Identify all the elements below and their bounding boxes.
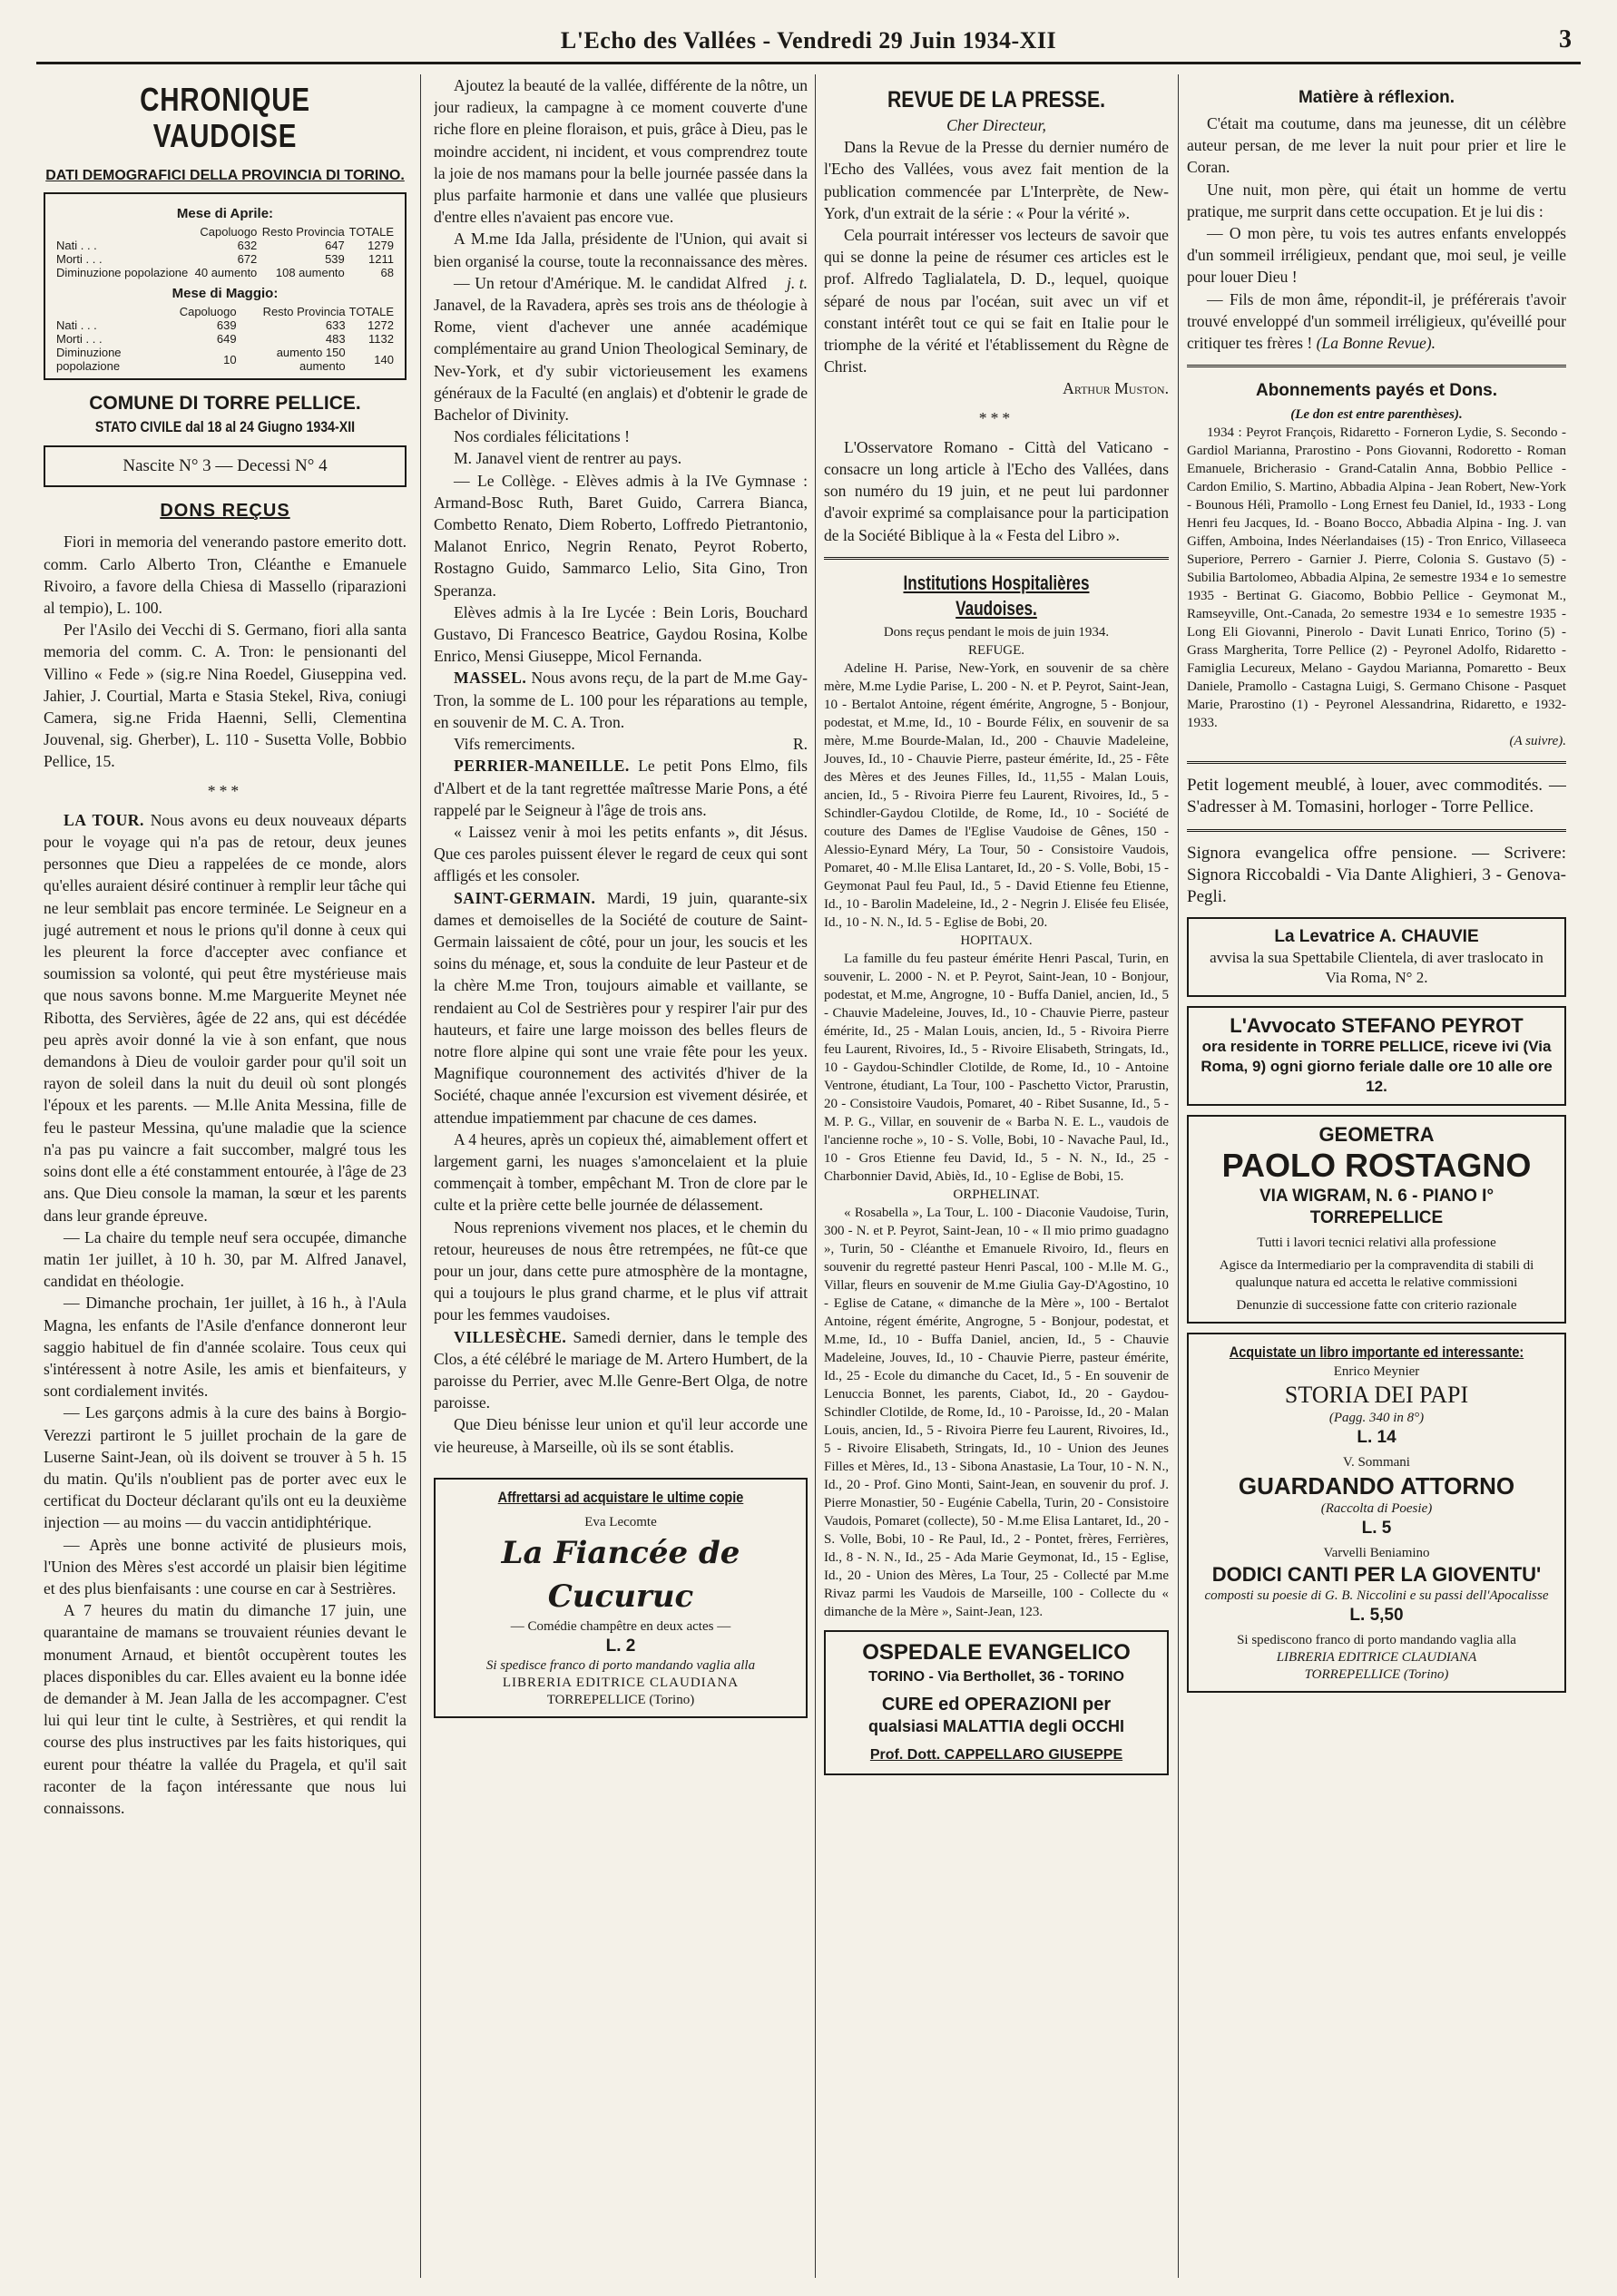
april-table <box>54 225 396 279</box>
paragraph: — La chaire du temple neuf sera occupée, dimanche matin 1er juillet, à 10 h. 30, par M. Alfred Janavel, candidat en théologie. <box>44 1227 407 1291</box>
section-title: HOPITAUX. <box>960 933 1033 948</box>
comune-title: COMUNE DI TORRE PELLICE. <box>89 393 361 415</box>
cell: 1272 <box>368 318 394 333</box>
paragraph: Une nuit, mon père, qui était un homme de vertu pratique, me surprit dans cette occupation. Et je lui dis : <box>1187 180 1566 220</box>
paragraph: — Après une bonne activité de plusieurs mois, l'Union des Mères s'est accordé un plaisir bien légitime et des plus bienfaisants : une course en car à Sestrières. <box>44 1535 407 1597</box>
cell: 539 <box>325 252 345 267</box>
ad-publisher: LIBRERIA EDITRICE CLAUDIANA <box>502 1675 740 1690</box>
logement-ad: Petit logement meublé, à louer, avec commodités. — S'adresser à M. Tomasini, horloger - Torre Pellice. <box>1187 776 1566 817</box>
newspaper-title: L'Echo des Vallées - Vendredi 29 Juin 1934-XII <box>560 27 1057 54</box>
separator-stars: *** <box>978 408 1014 427</box>
cell: aumento 150 aumento <box>276 346 346 374</box>
ad-line: Prof. Dott. CAPPELLARO GIUSEPPE <box>869 1746 1123 1763</box>
paragraph: A 4 heures, après un copieux thé, aimablement offert et largement garni, les nuages s'amoncelaient et la pluie commençait à tomber, empêchant M. Tron de clore par le culte et la prière cette belle journée de délassement. <box>434 1129 808 1215</box>
dons-heading: DONS REÇUS <box>160 501 290 522</box>
cell: 672 <box>237 252 258 267</box>
row-label: Morti . . . <box>56 332 103 347</box>
ad-price: L. 5 <box>1361 1519 1392 1539</box>
ad-line: Denunzie di successione fatte con criterio razionale <box>1236 1298 1517 1314</box>
ad-line: TORREPELLICE <box>1309 1208 1444 1228</box>
ad-subtitle: — Comédie champêtre en deux actes — <box>510 1618 731 1634</box>
section-title: REFUGE. <box>967 642 1025 658</box>
paragraph <box>434 667 808 733</box>
ad-author: Eva Lecomte <box>584 1514 657 1529</box>
paragraph: La famille du feu pasteur émérite Henri Pascal, Turin, en souvenir, L. 2000 - N. et P. Peyrot, Saint-Jean, 10 - Bonjour, podestat, et M.me, Angrogne, 10 - Buffa Daniel, ancien, Id., 5 - Chauvie Madeleine, Jouves, Id., 10 - Chauvie Pierre, pasteur émérite, Id., 25 - Malan Louis, ancien, Id., 5 - Rivoira Pierre feu Laurent, Rivoires, Id., 5 - Rivoire Elisabeth, Stringats, Id., 10 - Gaydou-Schindler Clotilde, de Rome, Id., 10 - Antoine Ventrone, étudiant, La Tour, 100 - Paschetto Victor, Prarustin, 20 - Consistoire Vaudois, Pomaret, 40 - Ribet Susanne, Id., 5 - M. P. G., Villar, en souvenir de « Barba N. E. L., vaudois de l'ancienne roche », 10 - S. Volle, Bobi, 10 - Navache Paul, Id., 10 - Gros Etienne feu David, Id., 5 - N. N., Id., 25 - Charbonnier David, Abiès, Id., 10 - Eglise de Bobi, 15. <box>824 951 1169 1184</box>
ad-price: L. 5,50 <box>1349 1606 1404 1626</box>
ad-price: L. 14 <box>1357 1428 1396 1448</box>
paragraph-text: Nous avons reçu, de la part de M.me Gay-Tron, la somme de L. 100 pour les réparations au temple, en souvenir de M. C. A. Tron. <box>434 669 808 731</box>
stato-civile: STATO CIVILE dal 18 al 24 Giugno 1934-XII <box>94 419 356 436</box>
page-number: 3 <box>1559 25 1572 54</box>
ad-line: VIA WIGRAM, N. 6 - PIANO I° <box>1259 1187 1494 1207</box>
paragraph-text: Mardi, 19 juin, quarante-six dames et demoiselles de la Société de couture de Saint-Germain laissaient de côté, pour un jour, les soucis et les soins du ménage, et, sous la conduite de leur Pasteur et de la chère M.me Tron, toujours aimable et vaillante, se rendaient au Col de Sestrières pour y respirer l'air pur des hauteurs, et faire une large moisson des belles fleurs de notre flore alpine qui sont une vraie fête pour les yeux. Magnifique couronnement des activités d'hiver de la Société, chaque année l'excursion est vivement désirée, et attendue impatiemment par chacune de ces dames. <box>434 888 808 1127</box>
chronique-heading: CHRONIQUE VAUDOISE <box>140 81 310 154</box>
ad-book-title: DODICI CANTI PER LA GIOVENTU' <box>1211 1563 1542 1587</box>
ad-book-sub: composti su poesie di G. B. Niccolini e su passi dell'Apocalisse <box>1204 1588 1549 1604</box>
ad-text: ora residente in TORRE PELLICE, riceve ivi (Via Roma, 9) ogni giorno feriale dalle ore 10 alle ore 12. <box>1200 1038 1553 1096</box>
may-table <box>54 305 396 373</box>
ad-line: PAOLO ROSTAGNO <box>1221 1147 1532 1185</box>
col-header: Capoluogo <box>200 225 258 239</box>
cell: 632 <box>237 239 258 253</box>
paragraph: — Le Collège. - Elèves admis à la IVe Gymnase : Armand-Bosc Ruth, Baret Guido, Carrera Bianca, Combetto Renato, Diem Roberto, Loffredo Pietrantonio, Malanot Enrico, Negrin Renato, Peyrot Roberto, Rostagno Guido, Sammarco Lelio, Sita Gino, Tron Speranza. <box>434 471 808 600</box>
divider <box>824 557 1169 560</box>
ad-book-sub: (Raccolta di Poesie) <box>1320 1501 1433 1517</box>
paragraph <box>434 755 808 821</box>
ad-fiancee <box>434 1478 808 1718</box>
cell: 633 <box>325 318 346 333</box>
ad-line: GEOMETRA <box>1318 1123 1435 1147</box>
row-label: Diminuzione popolazione <box>56 346 122 374</box>
cell: 1211 <box>368 252 394 267</box>
ad-author: V. Sommani <box>1343 1455 1410 1470</box>
ad-place: TORREPELLICE (Torino) <box>546 1692 695 1707</box>
paragraph: Adeline H. Parise, New-York, en souvenir de sa chère mère, M.me Lydie Parise, L. 200 - N. et P. Peyrot, Saint-Jean, 10 - Bertalot Antoine, régent émérite, Angrogne, 5 - Bonjour, podestat, et M.me, Id., 10 - Bourde Félix, en souvenir de sa mère, M.me Bourde-Malan, Id., 200 - Chauvie Madeleine, Jouves, Id., 10 - Chauvie Pierre, pasteur émérite, Id., 25 - Fête des Mères et des Jeunes Filles, Id., 11,55 - Malan Louis, ancien, Id., 5 - Rivoira Pierre feu Laurent, Rivoires, Id., 5 - Schindler-Gaydou Clotilde, de Rome, Id., 10 - Société de couture des Dames de l'Eglise Vaudoise de Gênes, 150 - Alessio-Eynard Méry, La Tour, 50 - Consistoire Vaudois, Pomaret, 40 - M.lle Elisa Lantaret, Id., 20 - S. Volle, Bobi, 15 - Geymonat Paul feu Paul, Id., 5 - David Etienne feu Etienne, Id., 10 - Barolin Madeleine, Id., 2 - Negrin J. Elisée feu Elisée, Id., 10 - N. N., Id. 5 - Eglise de Bobi, 20. <box>824 660 1169 930</box>
ad-book-title: STORIA DEI PAPI <box>1284 1382 1469 1409</box>
ad-book-title: GUARDANDO ATTORNO <box>1238 1472 1515 1500</box>
signature: j. t. <box>787 273 808 292</box>
row-label: Morti . . . <box>56 252 103 267</box>
institutions-heading: Institutions Hospitalières Vaudoises. <box>903 571 1090 620</box>
a-suivre: (A suivre). <box>1509 734 1566 749</box>
paragraph <box>1187 288 1566 355</box>
paragraph <box>44 809 407 1226</box>
paragraph: Elèves admis à la Ire Lycée : Bein Loris, Bouchard Gustavo, Di Francesco Beatrice, Gaydou Rosina, Kolbe Enrico, Mensi Giuseppe, Micol Fernanda. <box>434 602 808 666</box>
lead-massel: MASSEL. <box>454 669 527 688</box>
cell: 68 <box>380 266 394 280</box>
ad-publisher: LIBRERIA EDITRICE CLAUDIANA <box>1276 1650 1477 1666</box>
ad-line: Agisce da Intermediario per la compravendita di stabili di qualunque natura ed accetta le relative commissioni <box>1219 1258 1534 1291</box>
column-4 <box>1187 74 1566 2278</box>
col-header: TOTALE <box>348 305 394 319</box>
paragraph: Per l'Asilo dei Vecchi di S. Germano, fiori alla santa memoria del comm. C. A. Tron: le pensionanti del Villino « Fede » (sig.re Nina Roedel, Giuseppina ved. Jahier, J. Courtial, Marta e Stasia Stekel, Riva, coniugi Camera, sig.ne Frida Haenni, Selli, Clementina Jouvenal, sig. Gherber), L. 110 - Susetta Volle, Bobbio Pellice, 15. <box>44 620 407 771</box>
lead-latour: LA TOUR. <box>64 810 144 829</box>
col-header: TOTALE <box>348 225 394 239</box>
paragraph: Cela pourrait intéresser vos lecteurs de savoir que qui se donne la peine de résumer ces articles est le prof. Alfredo Taglialatela, D. D., lequel, quoique séparé de nous par l'océan, suit avec un vif et constant intérêt tout ce qui se fait en Italie pour le triomphe de la vérité et l'établissement du Règne de Christ. <box>824 226 1169 376</box>
column-rule <box>1178 74 1179 2278</box>
paragraph: — Les garçons admis à la cure des bains à Borgio-Verezzi partiront le 5 juillet prochain de la gare de Luserne Saint-Jean, où ils doivent se trouver à 5 h. 15 du matin. Qu'ils n'oublient pas de porter avec eux le certificat du Docteur déclarant qu'ils ont eu la deuxième injection — au moins — du vaccin antidiphtérique. <box>44 1403 407 1532</box>
ad-line: Affrettarsi ad acquistare le ultime copie <box>497 1488 744 1506</box>
paragraph: — O mon père, tu vois tes autres enfants enveloppés d'un sommeil irréligieux, pendant que, moi seul, je veille pour louer Dieu ! <box>1187 224 1566 287</box>
row-label: Nati . . . <box>56 239 97 253</box>
lead-villeseche: VILLESÈCHE. <box>454 1327 567 1346</box>
abbo-subtitle: (Le don est entre parenthèses). <box>1290 407 1463 423</box>
paragraph: M. Janavel vient de rentrer au pays. <box>454 449 682 468</box>
col-header: Resto Provincia <box>261 225 345 239</box>
col-header: Resto Provincia <box>262 305 346 319</box>
ad-author: Varvelli Beniamino <box>1323 1546 1430 1561</box>
cell: 140 <box>374 352 394 366</box>
revue-heading: REVUE DE LA PRESSE. <box>887 87 1106 112</box>
ad-line: qualsiasi MALATTIA degli OCCHI <box>867 1716 1124 1735</box>
lead-perrier: PERRIER-MANEILLE. <box>454 757 630 776</box>
cell: 483 <box>325 332 346 347</box>
ad-line: OSPEDALE EVANGELICO <box>862 1639 1131 1665</box>
cell: 1132 <box>368 332 394 347</box>
col-header: Capoluogo <box>179 305 237 319</box>
row-label: Nati . . . <box>56 318 97 333</box>
ad-text: avvisa la sua Spettabile Clientela, di aver traslocato in Via Roma, N° 2. <box>1210 949 1544 987</box>
paragraph <box>434 733 808 755</box>
column-2 <box>434 74 808 2278</box>
row-label: Diminuzione popolazione <box>56 266 189 280</box>
ad-note: Si spedisce franco di porto mandando vaglia alla <box>485 1657 756 1673</box>
paragraph-text: — Fils de mon âme, répondit-il, je préférerais t'avoir trouvé enveloppé d'un sommeil irréligieux, qu'éveillé pour critiquer tes frères ! <box>1187 289 1566 353</box>
ad-line: TORINO - Via Berthollet, 36 - TORINO <box>868 1668 1124 1685</box>
ad-line: Acquistate un libro importante ed interessante: <box>1229 1343 1524 1362</box>
cell: 647 <box>325 239 345 253</box>
ad-title: L'Avvocato STEFANO PEYROT <box>1230 1014 1524 1038</box>
ad-title: La Levatrice A. CHAUVIE <box>1274 927 1479 947</box>
nascite-box: Nascite N° 3 — Decessi N° 4 <box>44 445 407 487</box>
signature: R. <box>792 735 808 754</box>
paragraph-text: A M.me Ida Jalla, présidente de l'Union, qui avait si bien organisé la course, toute la reconnaissance des mères. <box>434 230 808 270</box>
ad-avvocato <box>1187 1006 1566 1106</box>
ad-author: Enrico Meynier <box>1333 1364 1420 1380</box>
ad-line: Tutti i lavori tecnici relativi alla professione <box>1257 1236 1496 1251</box>
salutation: Cher Directeur, <box>946 116 1046 134</box>
paragraph: L'Osservatore Romano - Città del Vaticano - consacre un long article à l'Echo des Vallées, dans son numéro du 19 juin, et ne peut lui pardonner d'avoir exprimé sa complaisance pour la participation de la Société Biblique à la « Festa del Libro ». <box>824 437 1169 544</box>
abbonamenti-heading: Abonnements payés et Dons. <box>1255 381 1498 401</box>
ad-libri <box>1187 1333 1566 1693</box>
separator-stars: *** <box>207 781 243 800</box>
paragraph: « Laissez venir à moi les petits enfants », dit Jésus. Que ces paroles puissent élever le regard de ceux qui sont affligés et les consoler. <box>434 822 808 885</box>
paragraph: — Un retour d'Amérique. M. le candidat Alfred Janavel, de la Ravadera, après ses trois ans de théologie à Rome, vient d'achever une année académique complémentaire au grand Union Theological Seminary, de Nev-York, et d'y subir victorieusement les examens généraux de la Faculté (en anglais) et d'obtenir le grade de Bachelor of Divinity. <box>434 273 808 425</box>
source: (La Bonne Revue). <box>1316 334 1436 353</box>
paragraph-text: Nous avons eu deux nouveaux départs pour le voyage qui n'a pas de retour, deux jeunes personnes que Dieu a rappelées de ce monde, alors qu'elles auraient désiré continuer à remplir leur tâche qui ne leur semblait pas encore terminée. Le Seigneur en a jugé autrement et nous le prions qu'il donne à ceux qui les pleurent la force d'accepter avec confiance et soumission sa volonté, qui peut être mystérieuse mais que nous savons bonne. M.me Marguerite Meynet née Ribotta, des Servières, âgée de 22 ans, qui est décédée peu après avoir donné la vie à son enfant, que nous demandons à Dieu de vouloir garder pour qu'il soit un rayon de soleil dans la nuit du deuil où sont plongés l'époux et les parents. — M.lle Anita Messina, fille de feu le pasteur Messina, qu'une maladie que la science n'a pas pu vaincre a fait succomber, malgré tous les soins dont elle a été constamment entourée, à l'âge de 23 ans. Que Dieu console la maman, la sœur et les parents dans leur grande épreuve. <box>44 810 407 1225</box>
demographic-table <box>44 192 407 380</box>
column-3 <box>824 74 1169 2278</box>
ad-levatrice <box>1187 917 1566 997</box>
paragraph-text: Samedi dernier, dans le temple des Clos, a été célébré le mariage de M. Artero Humbert, de la paroisse du Perrier, avec M.lle Genre-Bert Olga, de notre paroisse. <box>434 1327 808 1412</box>
lead-saint-germain: SAINT-GERMAIN. <box>454 888 596 907</box>
cell: 639 <box>216 318 237 333</box>
paragraph: Fiori in memoria del venerando pastore emerito dott. comm. Carlo Alberto Tron, Cléanthe e Emanuele Rivoiro, a favore della Chiesa di Massello (riparazioni al tempio), L. 100. <box>44 532 407 618</box>
cell: 108 aumento <box>275 266 345 280</box>
matiere-heading: Matière à réflexion. <box>1298 88 1455 107</box>
paragraph: Nous reprenions vivement nos places, et le chemin du retour, heureuses de nous être retrempées, ne fût-ce que pour un jour, dans cette pure atmosphère de la montagne, qui a toujours le plus grand charme, et le plus vif attrait pour les femmes vaudoises. <box>434 1217 808 1324</box>
april-title: Mese di Aprile: <box>176 206 274 221</box>
paragraph: Ajoutez la beauté de la vallée, différente de la nôtre, un jour radieux, la campagne à ce moment couverte d'une riche flore en pleine floraison, et puis, grâce à Dieu, pas le moindre accident, ni incident, et vous comprendrez toute la joie de nos mamans pour la belle journée passée dans la plus parfaite harmonie et dans une vallée que plusieurs d'entre elles n'avaient pas encore vue. <box>434 76 808 227</box>
paragraph-text: Le petit Pons Elmo, fils d'Albert et de la tant regrettée maîtresse Marie Pons, a été rappelé par le Seigneur à l'âge de trois ans. <box>434 757 808 819</box>
paragraph: 1934 : Peyrot François, Ridaretto - Forneron Lydie, S. Secondo - Gardiol Marianna, Prarostino - Pons Giovanni, Rodoretto - Roman Emanuele, Bricherasio - Grand-Catalin Anna, Bobbio Pellice - Cardon Emilio, S. Martino, Abbadia Alpina - Jean Robert, New-York - Bounous Hélì, Pramollo - Long Ernest feu Daniel, Id., 1933 - Long Henri feu Jacques, Id. - Boano Bocco, Abbadia Alpina - Ing. J. van Giffen, Amboina, Indes Néerlandaises (15) - Tron Enrico, Villaseeca Superiore, Perrero - Garnier J. Pierre, Colonia S. Gustavo (5) - Subilia Bartolomeo, Abbadia Alpina, 2e semestre 1934 e 1o semestre 1935 - Bertinat G. Giacomo, Bobbio Pellice - Geymonat M., Ramseyville, Ont.-Canada, 2o semestre 1934 e 1o semestre 1935 - Long Eli Giovanni, Pinerolo - Davit Lunati Enrico, Torino (5) - Grass Margherita, Torre Pellice (2) - Peyronel Adolfo, Ridaretto - Famiglia Lecureux, Melano - Gaydou Marianna, Pomaretto - Beux Daniele, Pramollo - Castagna Luigi, S. Germano Chisone - Pasquet Marie, Prarostino (1) - Peyronel Alessandrina, Ridaretto, e 1932-1933. <box>1187 425 1566 731</box>
paragraph: « Rosabella », La Tour, L. 100 - Diaconie Vaudoise, Turin, 300 - N. et P. Peyrot, Saint-Jean, 10 - « Il mio primo guadagno », Turin, 50 - Cléanthe et Emanuele Rivoiro, Id., fleurs en souvenir du regretté pasteur Henri Pascal, 100 - M.lle M. G., Villar, fleurs en souvenir de M.me Giulia Gay-D'Agostino, 10 - Eglise de Catane, « dimanche de la Mère », 100 - Bertalot Antoine, régent émérite, Angrogne, 5 - Bonjour, podestat, et M.me, Id., 10 - Buffa Daniel, ancien, Id., 5 - Chauvie Madeleine, Jouves, Id., 10 - Chauvie Pierre, pasteur émérite, Id., 25 - Ecole du dimanche du Cacet, Id., 5 - En souvenir de Lenuccia Bonnet, les parents, Ciabot, Id., 20 - Gaydou-Schindler Clotilde, de Rome, Id., 10 - Paroisse, Id., 20 - Malan Louis, ancien, Id., 5 - Rivoira Pierre feu Laurent, Rivoires, Id., 5 - Rivoire Elisabeth, Stringats, Id., 10 - Union des Jeunes Filles et Mères, Id., 13 - Sibona Anastasie, La Tour, 10 - N. N., Id., 20 - Prof. Gino Monti, Saint-Jean, en souvenir du prof. J. Pierre Monastier, 50 - Eugénie Cabella, Turin, 20 - Consistoire Vaudois, Pomaret (collecte), 50 - M.me Elisa Lantaret, Id., 20 - S. Volle, Bobi, 10 - Re Paul, Id., 2 - Pontet, frères, Ferrières, Id., 8 - N. N., Id., 25 - Ada Marie Geymonat, Id., 15 - Eglise, Id., 20 - Union des Mères, La Tour, 25 - Collecté par M.me Rivaz parmi les Vaudois de Marseille, 100 - Collecte du « dimanche de la Mère », Saint-Jean, 123. <box>824 1205 1169 1619</box>
ad-geometra <box>1187 1115 1566 1324</box>
dati-heading: DATI DEMOGRAFICI DELLA PROVINCIA DI TORINO. <box>45 168 405 183</box>
divider <box>1187 761 1566 764</box>
cell: 10 <box>223 352 237 366</box>
ad-line: CURE ed OPERAZIONI per <box>881 1694 1112 1715</box>
signature: Arthur Muston. <box>1063 379 1169 398</box>
column-1 <box>44 74 407 2278</box>
paragraph <box>434 228 808 292</box>
column-rule <box>815 74 816 2278</box>
paragraph <box>434 1326 808 1414</box>
paragraph-text: Vifs remerciments. <box>454 735 575 754</box>
paragraph: Dans la Revue de la Presse du dernier numéro de l'Echo des Vallées, vous avez fait mention de la publication commencée par L'Interprète, de New-York, d'un extrait de la série : « Pour la vérité ». <box>824 138 1169 222</box>
paragraph: A 7 heures du matin du dimanche 17 juin, une quarantaine de mamans se trouvaient réunies devant le monument Arnaud, et bientôt occupèrent toutes les places disponibles du car. Elles avaient eu la bonne idée de demander à M. Jean Jalla de les accompagner. C'est lui qui leur tint le culte, à Sestrières, et qui rendit la course des plus instructives par les faits historiques, qui eurent pour théatre la vallée du Pragela, et qu'il sait raconter de la façon intéressante que nous lui connaissons. <box>44 1601 407 1817</box>
ad-book-title: La Fiancée de Cucuruc <box>501 1534 740 1615</box>
ad-book-sub: (Pagg. 340 in 8°) <box>1328 1411 1425 1426</box>
paragraph <box>434 887 808 1128</box>
divider <box>1187 829 1566 832</box>
paragraph: Que Dieu bénisse leur union et qu'il leur accorde une vie heureuse, à Marseille, où ils se sont établis. <box>434 1415 808 1456</box>
cell: 1279 <box>368 239 394 253</box>
ad-note: Si spediscono franco di porto mandando vaglia alla <box>1237 1633 1516 1648</box>
section-title: ORPHELINAT. <box>953 1187 1040 1202</box>
divider <box>1187 365 1566 367</box>
paragraph: Nos cordiales félicitations ! <box>454 427 630 446</box>
institutions-subtitle: Dons reçus pendant le mois de juin 1934. <box>883 624 1110 640</box>
ad-price: L. 2 <box>605 1636 636 1656</box>
paragraph: — Dimanche prochain, 1er juillet, à 16 h., à l'Aula Magna, les enfants de l'Asile d'enfance donneront leur saggio habituel de fin d'année scolaire. Tous ceux qui s'intéressent à notre Asile, les amis et bienfaiteurs, y sont cordialement invités. <box>44 1294 407 1401</box>
pensione-ad: Signora evangelica offre pensione. — Scrivere: Signora Riccobaldi - Via Dante Alighieri, 3 - Genova-Pegli. <box>1187 844 1566 907</box>
may-title: Mese di Maggio: <box>172 286 279 302</box>
newspaper-header <box>36 25 1581 64</box>
ad-ospedale <box>824 1630 1169 1775</box>
paragraph: C'était ma coutume, dans ma jeunesse, dit un célèbre auteur persan, de me lever la nuit pour prier et lire le Coran. <box>1187 114 1566 177</box>
cell: 40 aumento <box>194 266 258 280</box>
column-rule <box>420 74 421 2278</box>
cell: 649 <box>216 332 237 347</box>
ad-place: TORREPELLICE (Torino) <box>1304 1667 1449 1683</box>
